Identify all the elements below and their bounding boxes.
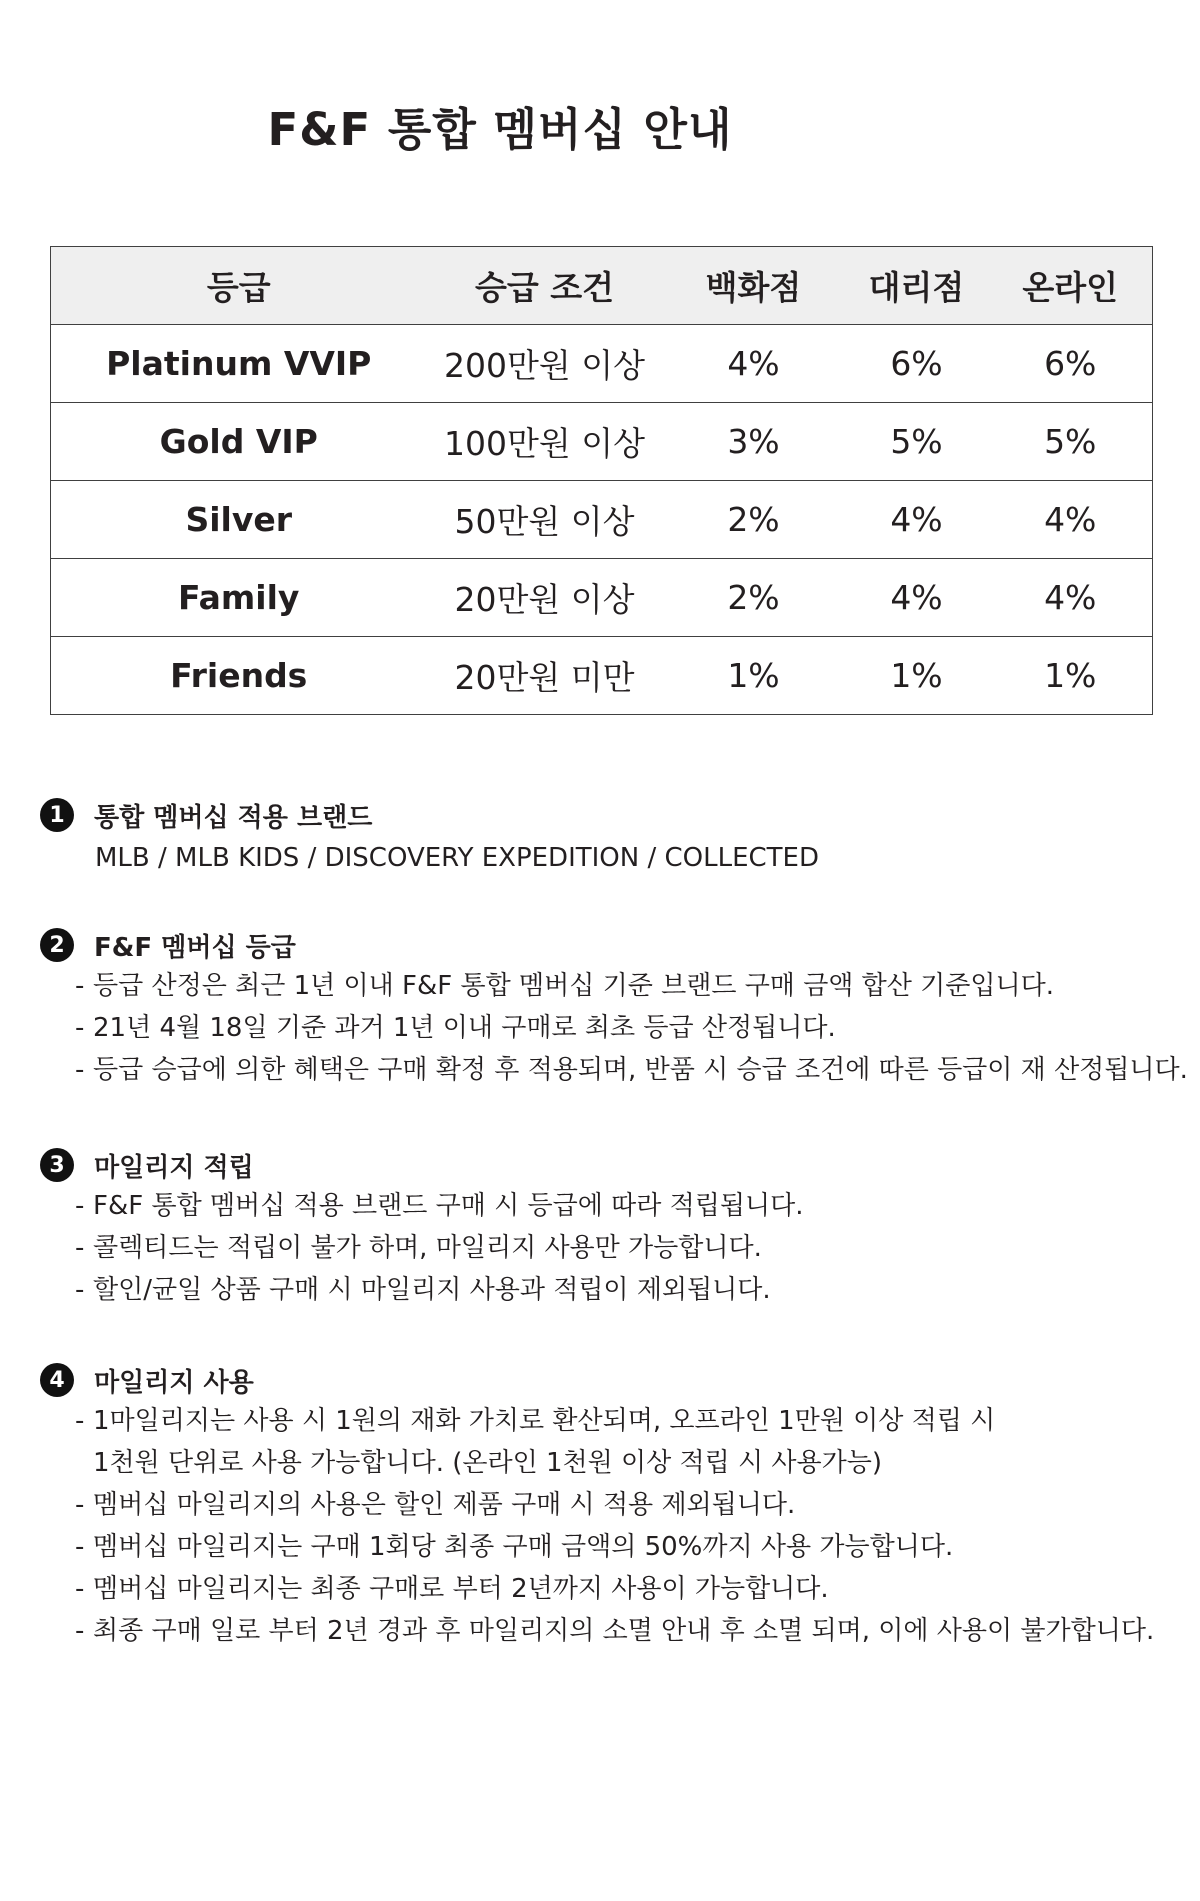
rate-department-store: 2%: [663, 559, 845, 637]
number-badge: 4: [40, 1363, 74, 1397]
rate-online: 5%: [989, 403, 1153, 481]
bullet-list: [40, 1185, 1190, 1311]
grade-condition: 200만원 이상: [427, 325, 663, 403]
rate-online: 1%: [989, 637, 1153, 715]
page-title: F&F 통합 멤버십 안내: [267, 103, 733, 156]
rate-agency: 6%: [845, 325, 989, 403]
list-item: - 멤버십 마일리지의 사용은 할인 제품 구매 시 적용 제외됩니다.: [75, 1490, 796, 1520]
section-header: [40, 1145, 1190, 1185]
section-header: [40, 795, 1190, 835]
header-online: 온라인: [989, 247, 1153, 325]
section-header: [40, 1360, 1190, 1400]
rate-department-store: 1%: [663, 637, 845, 715]
grade-name: Gold VIP: [51, 403, 427, 481]
list-item: - 멤버십 마일리지는 최종 구매로 부터 2년까지 사용이 가능합니다.: [75, 1574, 829, 1604]
grade-name: Silver: [51, 481, 427, 559]
rate-department-store: 3%: [663, 403, 845, 481]
rate-online: 4%: [989, 481, 1153, 559]
list-item: - 등급 산정은 최근 1년 이내 F&F 통합 멤버십 기준 브랜드 구매 금액 합산 기준입니다.: [75, 971, 1055, 1001]
grade-name: Friends: [51, 637, 427, 715]
table-row: [51, 637, 1153, 715]
table-row: [51, 559, 1153, 637]
grade-name: Platinum VVIP: [51, 325, 427, 403]
list-item: - 최종 구매 일로 부터 2년 경과 후 마일리지의 소멸 안내 후 소멸 되며, 이에 사용이 불가합니다.: [75, 1616, 1155, 1646]
header-agency: 대리점: [845, 247, 989, 325]
header-condition: 승급 조건: [427, 247, 663, 325]
number-badge: 1: [40, 798, 74, 832]
section-mileage-usage: [40, 1360, 1190, 1652]
list-item: - 멤버십 마일리지는 구매 1회당 최종 구매 금액의 50%까지 사용 가능합니다.: [75, 1532, 954, 1562]
grade-condition: 50만원 이상: [427, 481, 663, 559]
rate-online: 6%: [989, 325, 1153, 403]
number-badge: 3: [40, 1148, 74, 1182]
list-item: - 등급 승급에 의한 혜택은 구매 확정 후 적용되며, 반품 시 승급 조건에 따른 등급이 재 산정됩니다.: [75, 1055, 1188, 1085]
grade-condition: 20만원 미만: [427, 637, 663, 715]
section-mileage-earning: [40, 1145, 1190, 1311]
header-department-store: 백화점: [663, 247, 845, 325]
list-item: - 1마일리지는 사용 시 1원의 재화 가치로 환산되며, 오프라인 1만원 이상 적립 시 1천원 단위로 사용 가능합니다. (온라인 1천원 이상 적립 시 사용가능): [75, 1406, 996, 1478]
list-item: - 할인/균일 상품 구매 시 마일리지 사용과 적립이 제외됩니다.: [75, 1275, 771, 1305]
table-row: [51, 325, 1153, 403]
rate-agency: 4%: [845, 559, 989, 637]
table-header-row: [51, 247, 1153, 325]
bullet-list: [40, 1400, 1190, 1652]
list-item: - F&F 통합 멤버십 적용 브랜드 구매 시 등급에 따라 적립됩니다.: [75, 1191, 804, 1221]
grade-condition: 20만원 이상: [427, 559, 663, 637]
membership-grade-table: [50, 246, 1153, 715]
section-title: 마일리지 적립: [94, 1152, 254, 1183]
brand-list: MLB / MLB KIDS / DISCOVERY EXPEDITION / COLLECTED: [95, 843, 820, 873]
rate-online: 4%: [989, 559, 1153, 637]
section-membership-grade: [40, 925, 1190, 1091]
section-title: 마일리지 사용: [94, 1367, 254, 1398]
grade-name: Family: [51, 559, 427, 637]
rate-department-store: 2%: [663, 481, 845, 559]
table-row: [51, 481, 1153, 559]
list-item: - 콜렉티드는 적립이 불가 하며, 마일리지 사용만 가능합니다.: [75, 1233, 762, 1263]
number-badge: 2: [40, 928, 74, 962]
table-row: [51, 403, 1153, 481]
list-item: - 21년 4월 18일 기준 과거 1년 이내 구매로 최초 등급 산정됩니다.: [75, 1013, 836, 1043]
bullet-list: [40, 965, 1190, 1091]
grade-condition: 100만원 이상: [427, 403, 663, 481]
section-title: F&F 멤버십 등급: [94, 932, 296, 963]
rate-agency: 1%: [845, 637, 989, 715]
section-applicable-brands: [40, 795, 1190, 879]
header-grade: 등급: [51, 247, 427, 325]
rate-agency: 5%: [845, 403, 989, 481]
rate-department-store: 4%: [663, 325, 845, 403]
section-header: [40, 925, 1190, 965]
rate-agency: 4%: [845, 481, 989, 559]
section-title: 통합 멤버십 적용 브랜드: [94, 802, 373, 833]
